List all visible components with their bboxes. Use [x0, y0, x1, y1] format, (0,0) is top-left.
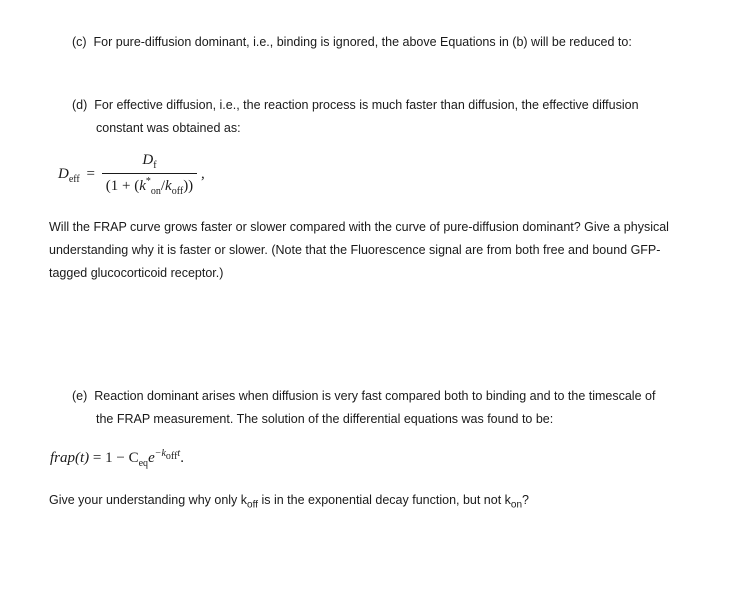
deff-equals: = — [86, 165, 95, 182]
part-d-line2: constant was obtained as: — [96, 121, 241, 135]
question-line: tagged glucocorticoid receptor.) — [49, 266, 224, 280]
frap-ceq-sub: eq — [138, 458, 149, 469]
frap-trail: . — [180, 450, 184, 466]
deff-equation — [58, 152, 205, 197]
part-e-question: Give your understanding why only $k_{off}$ is in the exponential decay function, but not $k_{on}$? — [49, 493, 529, 511]
part-e-paragraph — [72, 385, 655, 408]
frap-exponent: −kofft — [154, 448, 181, 462]
deff-fraction — [102, 152, 197, 197]
deff-denominator: $(1 + (k^*_{on}/k_{off}))$ — [102, 173, 197, 197]
part-c-text: For pure-diffusion dominant, i.e., binding is ignored, the above Equations in (b) will be reduced to: — [93, 35, 632, 49]
deff-lhs: $D_{eff}$ — [58, 165, 80, 185]
part-e-label: (e) — [72, 389, 88, 403]
part-c-paragraph — [72, 31, 632, 54]
deff-trail: , — [200, 165, 205, 182]
frap-rest: = 1 − C — [89, 450, 139, 466]
frap-lhs: frap(t) — [50, 450, 90, 466]
part-e-line2: the FRAP measurement. The solution of the differential equations was found to be: — [96, 412, 554, 426]
part-c-label: (c) — [72, 35, 87, 49]
question-line: Will the FRAP curve grows faster or slower compared with the curve of pure-diffusion dominant? Give a physical — [49, 220, 669, 234]
deff-numerator: $D_f$ — [142, 152, 157, 171]
part-d-paragraph — [72, 94, 639, 117]
part-d-label: (d) — [72, 98, 88, 112]
frap-exp-base: e — [148, 450, 155, 466]
part-d-line1: For effective diffusion, i.e., the reaction process is much faster than diffusion, the effective diffusion — [94, 98, 639, 112]
question-line: understanding why it is faster or slower. (Note that the Fluorescence signal are from both free and bound GFP- — [49, 243, 661, 257]
frap-equation — [50, 448, 184, 469]
part-e-line1: Reaction dominant arises when diffusion is very fast compared both to binding and to the timescale of — [94, 389, 656, 403]
part-d-question — [49, 216, 669, 285]
